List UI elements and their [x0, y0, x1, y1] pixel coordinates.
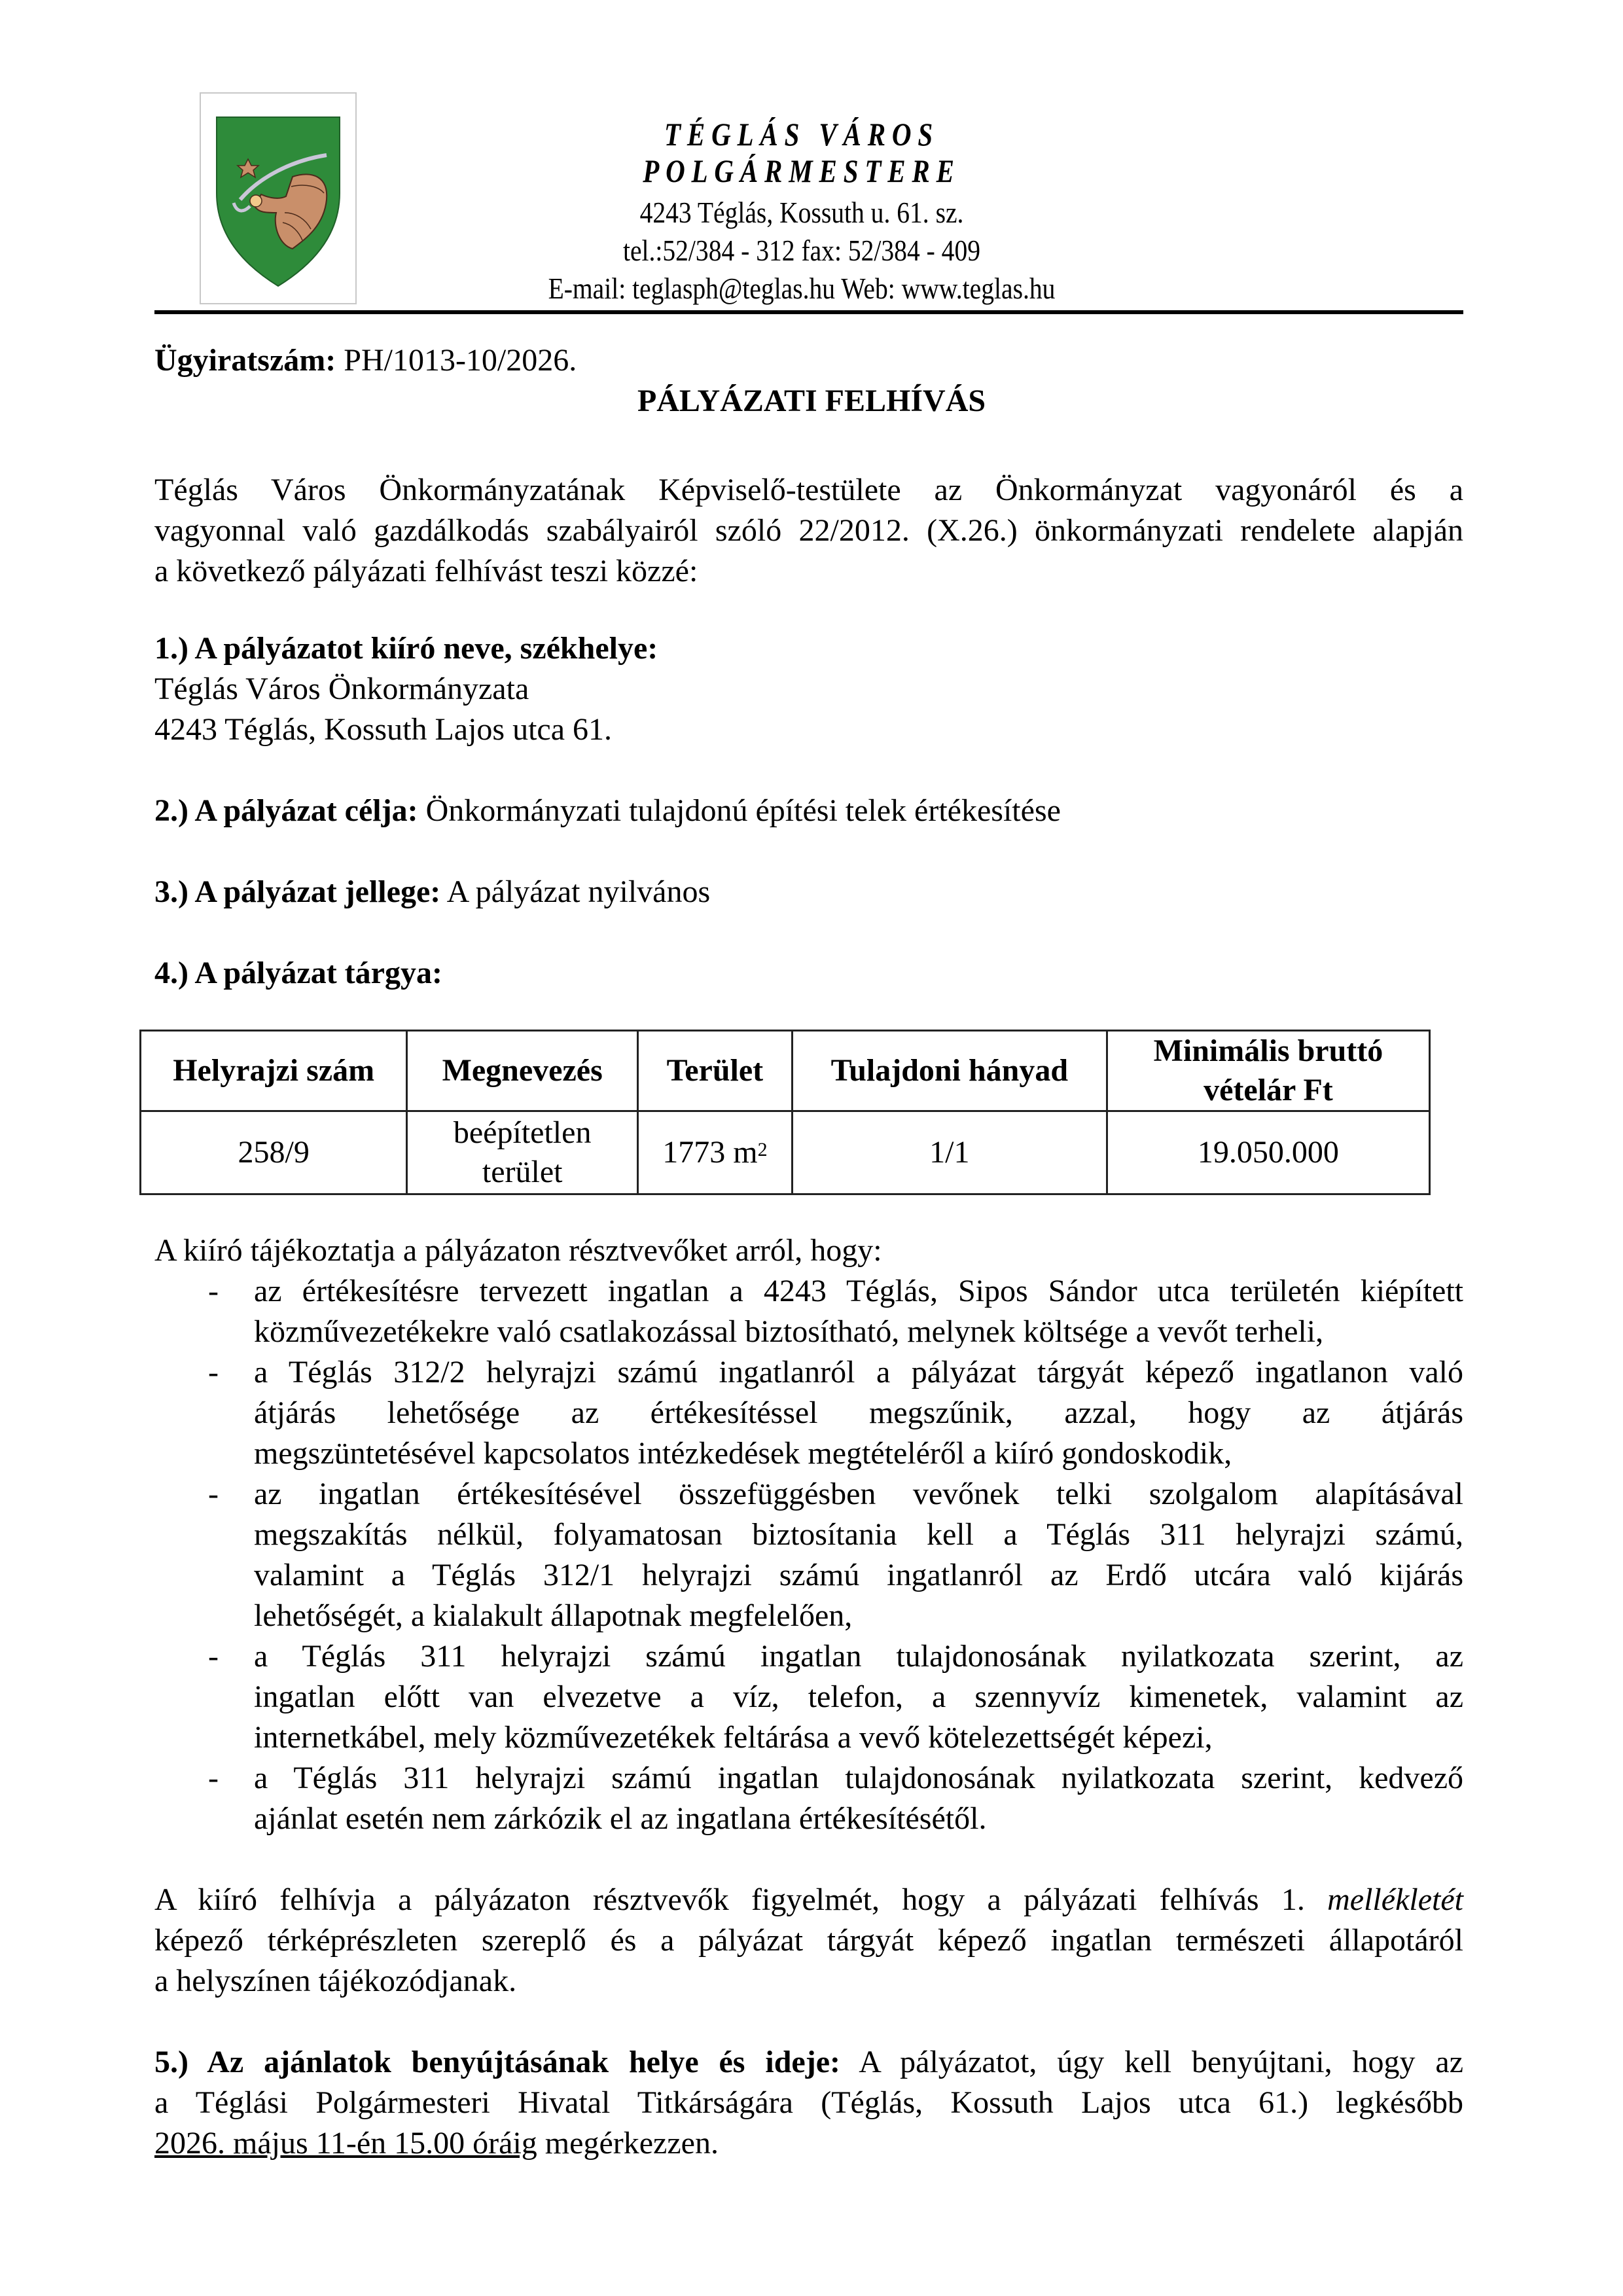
bullet-2-line-2: átjárás lehetősége az értékesítéssel megszűnik, azzal, hogy az átjárás: [254, 1395, 1463, 1430]
col-header-area: Terület: [638, 1031, 793, 1111]
section-2-title: 2.) A pályázat célja:: [154, 793, 418, 828]
letterhead-contact: E-mail: teglasph@teglas.hu Web: www.teglas.hu: [548, 272, 1056, 305]
bullet-2-line-1: a Téglás 312/2 helyrajzi számú ingatlanról a pályázat tárgyát képező ingatlanon való: [254, 1355, 1463, 1390]
notice-intro: A kiíró tájékoztatja a pályázaton résztvevőket arról, hogy:: [154, 1233, 882, 1268]
letterhead-divider: [154, 310, 1463, 314]
letterhead-title-line1: TÉGLÁS VÁROS: [664, 116, 939, 152]
intro-line-3: a következő pályázati felhívást teszi közzé:: [154, 554, 698, 588]
table-row: [141, 1111, 1430, 1194]
coat-of-arms-icon: [214, 115, 342, 289]
bullet-4-line-1: a Téglás 311 helyrajzi számú ingatlan tulajdonosának nyilatkozata szerint, az: [254, 1639, 1463, 1674]
letterhead-title-line2: POLGÁRMESTERE: [643, 152, 961, 189]
issuer-address: 4243 Téglás, Kossuth Lajos utca 61.: [154, 712, 613, 747]
attention-line-1: A kiíró felhívja a pályázaton résztvevők figyelmét, hogy a pályázati felhívás 1. mellékletét: [154, 1882, 1463, 1917]
section-3: [154, 872, 1463, 912]
col-header-parcel-number: Helyrajzi szám: [141, 1031, 407, 1111]
file-number-label: Ügyiratszám:: [154, 343, 336, 378]
bullet-5-line-1: a Téglás 311 helyrajzi számú ingatlan tulajdonosának nyilatkozata szerint, kedvező: [254, 1761, 1463, 1795]
bullet-4-line-2: ingatlan előtt van elvezetve a víz, telefon, a szennyvíz kimenetek, valamint az: [254, 1679, 1463, 1714]
bullet-1-line-2: közművezetékekre való csatlakozással biztosítható, melynek költsége a vevőt terheli,: [254, 1314, 1324, 1349]
section-3-title: 3.) A pályázat jellege:: [154, 874, 441, 909]
cell-min-price: 19.050.000: [1107, 1111, 1429, 1194]
table-header-row: [141, 1031, 1430, 1111]
bullet-5-line-2: ajánlat esetén nem zárkózik el az ingatlana értékesítésétől.: [254, 1801, 987, 1836]
cell-area: 1773 $m^2$: [638, 1111, 793, 1194]
section-3-text: A pályázat nyilvános: [440, 874, 711, 909]
section-4-title: 4.) A pályázat tárgya:: [154, 956, 442, 990]
bullet-3-line-1: az ingatlan értékesítésével összefüggésben vevőnek telki szolgalom alapításával: [254, 1477, 1463, 1511]
col-header-designation: Megnevezés: [407, 1031, 638, 1111]
section-2: [154, 791, 1463, 831]
issuer-name: Téglás Város Önkormányzata: [154, 672, 529, 706]
bullet-2-line-3: megszüntetésével kapcsolatos intézkedések megtételéről a kiíró gondoskodik,: [254, 1436, 1232, 1471]
section-5-line-2: a Téglási Polgármesteri Hivatal Titkárságára (Téglás, Kossuth Lajos utca 61.) legkésőbb: [154, 2085, 1463, 2120]
col-header-min-price: Minimális bruttó vételár Ft: [1107, 1031, 1429, 1111]
section-5-title: 5.) Az ajánlatok benyújtásának helye és ideje:: [154, 2045, 840, 2079]
bullet-4-line-3: internetkábel, mely közművezetékek feltárása a vevő kötelezettségét képezi,: [254, 1720, 1213, 1755]
bullet-marker: -: [208, 1274, 219, 1308]
coat-of-arms-frame: [200, 92, 357, 304]
cell-parcel-number: 258/9: [141, 1111, 407, 1194]
bullet-3-line-2: megszakítás nélkül, folyamatosan biztosítania kell a Téglás 311 helyrajzi számú,: [254, 1517, 1463, 1552]
attention-line-2: képező térképrészleten szereplő és a pályázat tárgyát képező ingatlan természeti állapotáról: [154, 1923, 1463, 1958]
bullet-3-line-3: valamint a Téglás 312/1 helyrajzi számú ingatlanról az Erdő utcára való kijárás: [254, 1558, 1463, 1592]
file-number: [154, 340, 1463, 381]
col-header-ownership-share: Tulajdoni hányad: [792, 1031, 1107, 1111]
letterhead-address: 4243 Téglás, Kossuth u. 61. sz.: [639, 196, 964, 229]
section-2-text: Önkormányzati tulajdonú építési telek értékesítése: [418, 793, 1061, 828]
bullet-marker: -: [208, 1355, 219, 1390]
bullet-marker: -: [208, 1477, 219, 1511]
cell-designation: beépítetlen terület: [407, 1111, 638, 1194]
section-5-line-3: 2026. május 11-én 15.00 óráig megérkezzen.: [154, 2126, 719, 2161]
file-number-value: PH/1013-10/2026.: [336, 343, 577, 378]
bullet-3-line-4: lehetőségét, a kialakult állapotnak megfelelően,: [254, 1598, 853, 1633]
cell-ownership-share: 1/1: [792, 1111, 1107, 1194]
subject-table: [139, 1030, 1431, 1195]
submission-deadline: 2026. május 11-én 15.00 óráig: [154, 2126, 537, 2161]
intro-line-1: Téglás Város Önkormányzatának Képviselő-testülete az Önkormányzat vagyonáról és a: [154, 473, 1463, 507]
bullet-1-line-1: az értékesítésre tervezett ingatlan a 4243 Téglás, Sipos Sándor utca területén kiépített: [254, 1274, 1463, 1308]
section-1-title: 1.) A pályázatot kiíró neve, székhelye:: [154, 631, 658, 666]
section-5-line-1: 5.) Az ajánlatok benyújtásának helye és ideje: A pályázatot, úgy kell benyújtani, hogy az: [154, 2045, 1464, 2079]
letterhead-phone-fax: tel.:52/384 - 312 fax: 52/384 - 409: [622, 234, 981, 267]
intro-line-2: vagyonnal való gazdálkodás szabályairól szóló 22/2012. (X.26.) önkormányzati rendelete alapján: [154, 513, 1463, 548]
document-title: PÁLYÁZATI FELHÍVÁS: [637, 384, 986, 418]
annex-reference: mellékletét: [1327, 1882, 1463, 1917]
bullet-marker: -: [208, 1639, 219, 1674]
attention-line-3: a helyszínen tájékozódjanak.: [154, 1964, 517, 1998]
bullet-marker: -: [208, 1761, 219, 1795]
